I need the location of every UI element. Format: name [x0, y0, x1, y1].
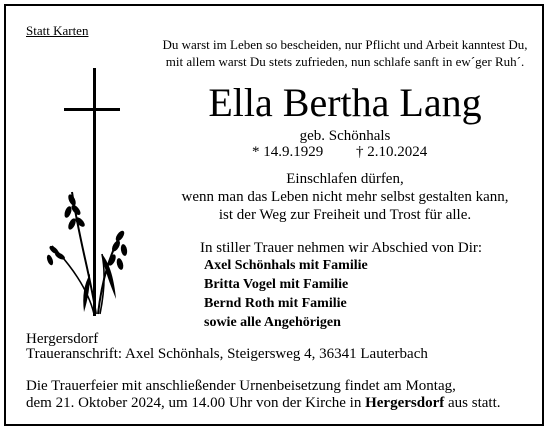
verse-middle	[150, 170, 540, 224]
verse-middle-line: Einschlafen dürfen,	[286, 171, 404, 187]
birth-date: * 14.9.1929	[252, 144, 324, 160]
death-date: † 2.10.2024	[356, 144, 428, 160]
funeral-line	[26, 395, 501, 412]
verse-top-line: mit allem warst Du stets zufrieden, nun schlafe sanft in ew´ger Ruh´.	[165, 54, 525, 69]
place-name: Hergersdorf	[26, 331, 99, 347]
mourner-list	[204, 256, 368, 332]
mourning-address: Traueranschrift: Axel Schönhals, Steigersweg 4, 36341 Lauterbach	[26, 346, 428, 362]
maiden-name: geb. Schönhals	[299, 128, 391, 144]
mourner-item: sowie alle Angehörigen	[204, 315, 341, 330]
cross-with-wheat-icon	[40, 64, 130, 320]
deceased-name: Ella Bertha Lang	[208, 80, 482, 125]
verse-middle-line: ist der Weg zur Freiheit und Trost für alle.	[218, 207, 472, 223]
mourning-intro: In stiller Trauer nehmen wir Abschied von Dir:	[200, 240, 483, 256]
funeral-place: Hergersdorf	[365, 395, 445, 411]
funeral-details	[26, 378, 501, 412]
mourner-item: Britta Vogel mit Familie	[204, 277, 349, 292]
verse-middle-line: wenn man das Leben nicht mehr selbst gestalten kann,	[181, 189, 509, 205]
life-dates	[252, 144, 427, 161]
funeral-date-text: dem 21. Oktober 2024, um 14.00 Uhr von der Kirche in	[26, 395, 366, 411]
card-note: Statt Karten	[26, 23, 89, 38]
mourner-item: Axel Schönhals mit Familie	[204, 258, 368, 273]
verse-top-line: Du warst im Leben so bescheiden, nur Pflicht und Arbeit kanntest Du,	[162, 37, 528, 52]
funeral-line: Die Trauerfeier mit anschließender Urnenbeisetzung findet am Montag,	[26, 378, 456, 394]
mourner-item: Bernd Roth mit Familie	[204, 296, 347, 311]
funeral-end-text: aus statt.	[444, 395, 501, 411]
